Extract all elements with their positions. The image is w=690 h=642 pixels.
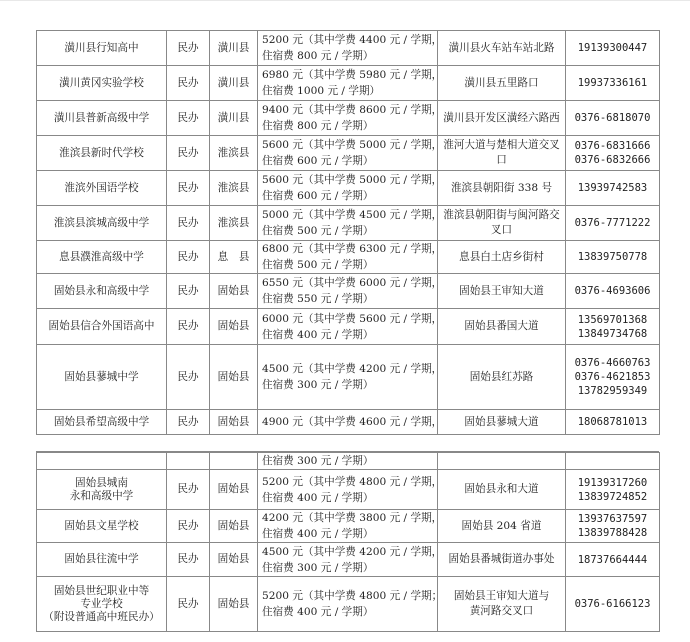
phone-cell-line: 13839750778: [577, 251, 648, 263]
fee-cell: [258, 410, 443, 435]
school-type-cell: 民办: [167, 101, 210, 136]
county-cell: 淮滨县: [210, 136, 258, 171]
address-cell-line: 潢川县火车站车站北路: [448, 41, 555, 54]
address-cell-line: 固始县番城街道办事处: [448, 553, 555, 565]
school-name-cell-line: （附设普通高中班民办）: [43, 610, 160, 623]
fee-cell-line: 住宿费 500 元 / 学期）: [262, 225, 374, 237]
county-cell: 固始县: [210, 510, 258, 543]
table-row: [37, 101, 660, 136]
fee-cell-line: 6980 元（其中学费 5980 元 / 学期，: [262, 69, 443, 81]
school-name-cell-line: 永和高级中学: [69, 489, 134, 502]
county-cell: 固始县: [210, 309, 258, 345]
school-name-cell-line: 固始县城南: [75, 476, 128, 489]
fee-cell: [258, 31, 443, 66]
phone-cell: [566, 206, 660, 241]
fee-cell: [258, 101, 443, 136]
fee-cell-line: 4900 元（其中学费 4600 元 / 学期，: [262, 416, 443, 428]
phone-cell: [566, 410, 660, 435]
fee-cell-line: 4200 元（其中学费 3800 元 / 学期，: [262, 512, 443, 524]
address-cell: [438, 31, 566, 66]
phone-cell: [566, 66, 660, 101]
county-cell: 固始县: [210, 410, 258, 435]
school-type-cell: 民办: [167, 309, 210, 345]
table-row: [37, 66, 660, 101]
school-name-cell: [37, 345, 167, 410]
phone-cell-line: 18737664444: [577, 553, 648, 566]
phone-cell-line: 13849734768: [577, 327, 648, 340]
school-name-cell-line: 潢川县行知高中: [64, 41, 139, 54]
table-row: [37, 410, 660, 435]
fee-cell-line: 5200 元（其中学费 4800 元 / 学期；: [262, 590, 443, 602]
phone-cell: [566, 453, 660, 470]
fee-cell-line: 住宿费 1000 元 / 学期）: [262, 85, 381, 97]
school-name-cell: [37, 66, 167, 101]
county-cell: 固始县: [210, 470, 258, 510]
fee-cell: [258, 345, 443, 410]
school-name-cell-line: 固始县世纪职业中等: [53, 584, 150, 597]
school-name-cell-line: 专业学校: [80, 597, 123, 610]
school-name-cell: [37, 543, 167, 577]
address-cell: [438, 543, 566, 577]
table-row: [37, 31, 660, 66]
school-name-cell: [37, 577, 167, 632]
phone-cell-line: 0376-6832666: [574, 154, 651, 166]
address-cell: [438, 345, 566, 410]
school-type-cell: 民办: [167, 274, 210, 309]
table-row: [37, 470, 660, 510]
phone-cell: [566, 31, 660, 66]
table-row: [37, 510, 660, 543]
address-cell-line: 固始县王审知大道与: [453, 590, 550, 602]
school-type-cell: 民办: [167, 171, 210, 206]
school-name-cell: [37, 31, 167, 66]
address-cell: [438, 309, 566, 345]
phone-cell: [566, 577, 660, 632]
fee-cell-line: 6800 元（其中学费 6300 元 / 学期，: [262, 243, 443, 255]
school-name-cell: [37, 453, 167, 470]
school-name-cell-line: 息县濮淮高级中学: [59, 250, 144, 263]
county-cell: 潢川县: [210, 101, 258, 136]
table-row: [37, 136, 660, 171]
phone-cell: [566, 309, 660, 345]
address-cell-line: 口: [496, 154, 507, 166]
fee-cell-line: 4500 元（其中学费 4200 元 / 学期，: [262, 545, 443, 558]
table-row: [37, 453, 660, 470]
fee-cell: [258, 274, 443, 309]
school-name-cell-line: 固始县永和高级中学: [53, 284, 150, 297]
phone-cell-line: 13939742583: [577, 182, 648, 194]
school-name-cell: [37, 206, 167, 241]
phone-cell-line: 0376-4621853: [574, 371, 651, 383]
school-name-cell-line: 潢川县普新高级中学: [53, 111, 150, 124]
school-name-cell-line: 固始县信合外国语高中: [48, 320, 155, 332]
school-type-cell: 民办: [167, 410, 210, 435]
fee-cell-line: 住宿费 800 元 / 学期）: [262, 50, 374, 62]
address-cell-line: 固始县永和大道: [464, 483, 539, 495]
phone-cell-line: 13839724852: [577, 490, 648, 503]
school-name-cell: [37, 101, 167, 136]
phone-cell-line: 18068781013: [577, 416, 648, 428]
school-name-cell-line: 潢川黄冈实验学校: [59, 76, 144, 89]
school-name-cell: [37, 171, 167, 206]
fee-cell-line: 住宿费 550 元 / 学期）: [262, 293, 374, 305]
fee-cell-line: 5600 元（其中学费 5000 元 / 学期，: [262, 174, 443, 186]
fee-cell-line: 住宿费 300 元 / 学期）: [262, 455, 374, 467]
school-type-cell: 民办: [167, 66, 210, 101]
school-type-cell: 民办: [167, 206, 210, 241]
address-cell-line: 固始县 204 省道: [461, 519, 542, 532]
address-cell-line: 潢川县开发区潢经六路西: [443, 111, 560, 124]
fee-cell: [258, 171, 443, 206]
address-cell-line: 潢川县五里路口: [464, 76, 539, 89]
phone-cell: [566, 136, 660, 171]
address-cell: [438, 101, 566, 136]
address-cell-line: 固始县番国大道: [464, 320, 539, 332]
phone-cell: [566, 274, 660, 309]
phone-cell: [566, 470, 660, 510]
fee-cell-line: 住宿费 600 元 / 学期）: [262, 155, 374, 167]
phone-cell: [566, 510, 660, 543]
address-cell-line: 黄河路交叉口: [469, 605, 534, 617]
fee-cell: [258, 241, 443, 274]
address-cell-line: 固始县红苏路: [469, 370, 534, 383]
fee-cell-line: 4500 元（其中学费 4200 元 / 学期，: [262, 363, 443, 375]
phone-cell-line: 0376-7771222: [574, 217, 651, 229]
address-cell: [438, 171, 566, 206]
table-row: [37, 345, 660, 410]
phone-cell-line: 13782959349: [577, 385, 648, 397]
school-type-cell: 民办: [167, 345, 210, 410]
fee-cell-line: 5200 元（其中学费 4400 元 / 学期，: [262, 34, 443, 46]
phone-cell: [566, 241, 660, 274]
fee-cell-line: 住宿费 600 元 / 学期）: [262, 190, 374, 202]
school-table-top: [36, 30, 659, 428]
table-row: [37, 543, 660, 577]
fee-cell-line: 住宿费 300 元 / 学期）: [262, 379, 374, 391]
school-table-bottom: [36, 452, 659, 632]
fee-cell-line: 住宿费 800 元 / 学期）: [262, 120, 374, 132]
phone-cell-line: 0376-6831666: [574, 140, 651, 152]
phone-cell-line: 19139300447: [577, 42, 648, 54]
address-cell: [438, 241, 566, 274]
address-cell: [438, 577, 566, 632]
school-type-cell: 民办: [167, 31, 210, 66]
school-name-cell: [37, 136, 167, 171]
school-name-cell: [37, 274, 167, 309]
fee-cell: [258, 577, 443, 632]
school-type-cell: 民办: [167, 577, 210, 632]
phone-cell-line: 0376-4660763: [574, 357, 651, 369]
county-cell: 息 县: [210, 241, 258, 274]
county-cell: 淮滨县: [210, 206, 258, 241]
address-cell-line: 淮河大道与楚相大道交叉: [443, 139, 560, 151]
fee-cell: [258, 470, 443, 510]
fee-cell-line: 6000 元（其中学费 5600 元 / 学期，: [262, 312, 443, 325]
school-name-cell-line: 淮滨外国语学校: [64, 181, 139, 194]
phone-cell-line: 19937336161: [577, 77, 648, 89]
table-row: [37, 309, 660, 345]
school-type-cell: 民办: [167, 510, 210, 543]
school-name-cell-line: 固始县希望高级中学: [53, 415, 150, 428]
county-cell: 淮滨县: [210, 171, 258, 206]
fee-cell-line: 9400 元（其中学费 8600 元 / 学期，: [262, 104, 443, 116]
county-cell: 潢川县: [210, 66, 258, 101]
school-type-cell: 民办: [167, 241, 210, 274]
address-cell-line: 淮滨县朝阳街 338 号: [450, 181, 553, 194]
fee-cell-line: 住宿费 400 元 / 学期）: [262, 528, 374, 540]
fee-cell-line: 住宿费 300 元 / 学期）: [262, 561, 374, 574]
county-cell: 固始县: [210, 274, 258, 309]
phone-cell-line: 0376-6818070: [574, 112, 651, 124]
phone-cell-line: 13569701368: [577, 313, 648, 326]
fee-cell: [258, 453, 438, 470]
school-name-cell: [37, 510, 167, 543]
county-cell: 潢川县: [210, 31, 258, 66]
fee-cell-line: 住宿费 400 元 / 学期）: [262, 328, 374, 341]
fee-cell-line: 住宿费 400 元 / 学期）: [262, 606, 374, 618]
fee-cell: [258, 66, 443, 101]
address-cell-line: 息县白土店乡街村: [459, 250, 544, 263]
county-cell: 固始县: [210, 543, 258, 577]
address-cell: [438, 136, 566, 171]
fee-cell-line: 5600 元（其中学费 5000 元 / 学期，: [262, 139, 443, 151]
school-name-cell-line: 固始县往流中学: [64, 553, 139, 565]
phone-cell: [566, 101, 660, 136]
county-cell: [210, 453, 258, 470]
school-name-cell: [37, 241, 167, 274]
fee-cell-line: 5200 元（其中学费 4800 元 / 学期，: [262, 475, 443, 488]
address-cell: [438, 470, 566, 510]
school-name-cell-line: 淮滨县新时代学校: [59, 146, 144, 159]
county-cell: 固始县: [210, 577, 258, 632]
address-cell-line: 固始县王审知大道: [459, 284, 544, 297]
phone-cell-line: 0376-4693606: [574, 285, 651, 297]
fee-cell-line: 住宿费 400 元 / 学期）: [262, 491, 374, 504]
table-row: [37, 241, 660, 274]
phone-cell-line: 19139317260: [577, 476, 648, 489]
address-cell-line: 叉口: [490, 224, 513, 236]
address-cell-line: 淮滨县朝阳街与闽河路交: [443, 209, 560, 221]
school-type-cell: 民办: [167, 136, 210, 171]
fee-cell: [258, 206, 443, 241]
school-type-cell: 民办: [167, 543, 210, 577]
table-row: [37, 171, 660, 206]
address-cell: [438, 510, 566, 543]
fee-cell-line: 6550 元（其中学费 6000 元 / 学期，: [262, 277, 443, 289]
address-cell: [438, 66, 566, 101]
address-cell: [438, 453, 566, 470]
page-top-border: [0, 0, 690, 1]
address-cell: [438, 274, 566, 309]
address-cell: [438, 206, 566, 241]
phone-cell: [566, 345, 660, 410]
county-cell: 固始县: [210, 345, 258, 410]
fee-cell: [258, 510, 443, 543]
address-cell-line: 固始县蓼城大道: [464, 415, 539, 428]
table-row: [37, 577, 660, 632]
phone-cell-line: 13839788428: [577, 527, 648, 539]
fee-cell: [258, 309, 443, 345]
fee-cell: [258, 543, 443, 577]
school-name-cell-line: 固始县文星学校: [64, 519, 139, 532]
phone-cell-line: 13937637597: [577, 513, 648, 525]
school-name-cell-line: 固始县蓼城中学: [64, 370, 139, 383]
fee-cell-line: 5000 元（其中学费 4500 元 / 学期，: [262, 209, 443, 221]
school-name-cell: [37, 410, 167, 435]
school-name-cell: [37, 470, 167, 510]
table-row: [37, 274, 660, 309]
fee-cell: [258, 136, 443, 171]
school-type-cell: [167, 453, 210, 470]
table-row: [37, 206, 660, 241]
fee-cell-line: 住宿费 500 元 / 学期）: [262, 259, 374, 271]
school-name-cell-line: 淮滨县滨城高级中学: [53, 216, 150, 229]
address-cell: [438, 410, 566, 435]
school-type-cell: 民办: [167, 470, 210, 510]
phone-cell-line: 0376-6166123: [574, 598, 651, 610]
phone-cell: [566, 171, 660, 206]
school-name-cell: [37, 309, 167, 345]
phone-cell: [566, 543, 660, 577]
